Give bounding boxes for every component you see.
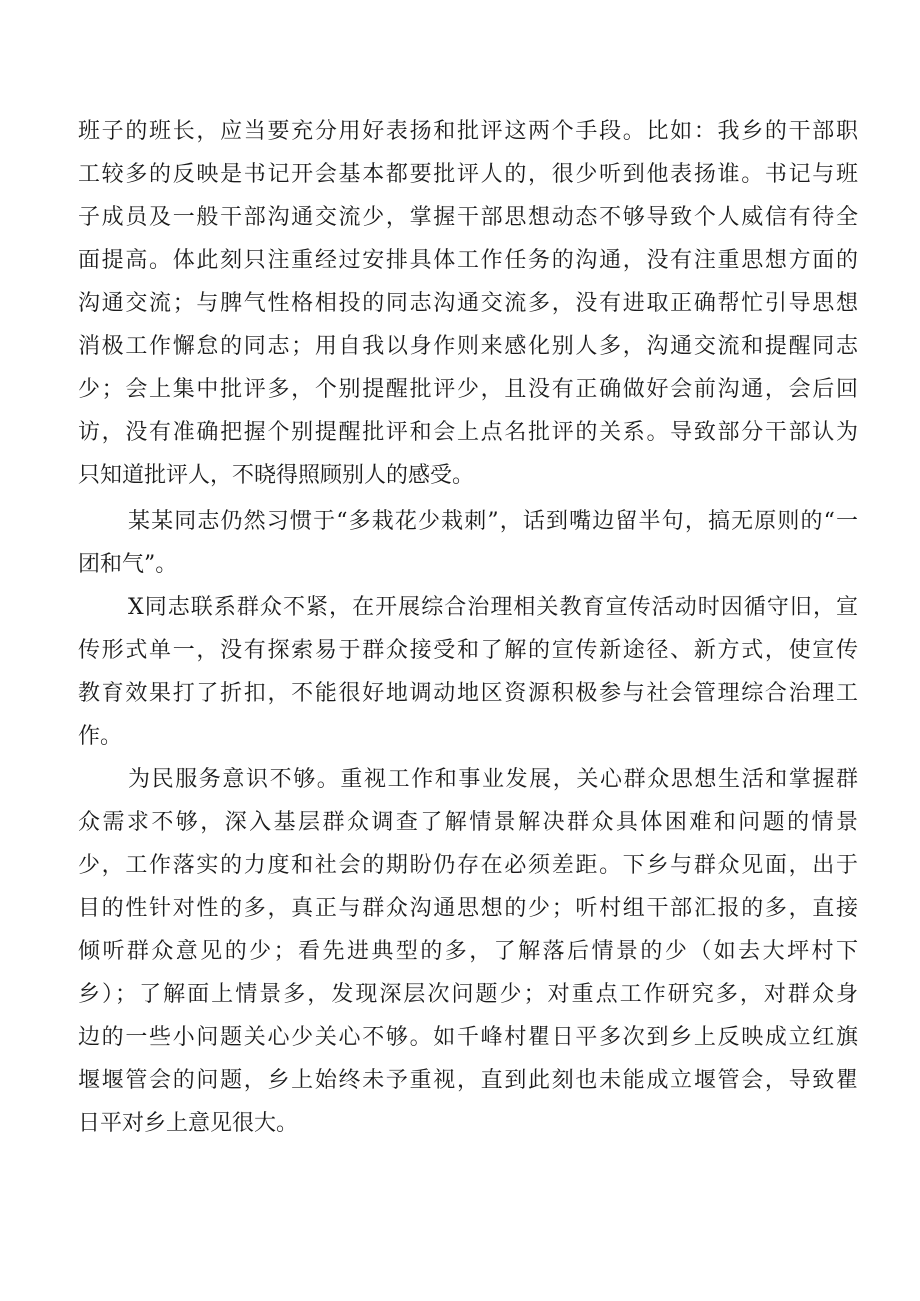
paragraph-4-line-3: 少，工作落实的力度和社会的期盼仍存在必须差距。下乡与群众见面，出于 [78,853,858,878]
paragraph-4-line-5: 倾听群众意见的少；看先进典型的多，了解落后情景的少（如去大坪村下 [78,939,858,964]
paragraph-1-line-3: 子成员及一般干部沟通交流少，掌握干部思想动态不够导致个人威信有待全 [78,205,858,230]
paragraph-1-line-9: 只知道批评人，不晓得照顾别人的感受。 [78,463,475,488]
paragraph-4-line-4: 目的性针对性的多，真正与群众沟通思想的少；听村组干部汇报的多，直接 [78,896,858,921]
paragraph-3-line-1: X同志联系群众不紧，在开展综合治理相关教育宣传活动时因循守旧，宣 [128,595,858,620]
paragraph-2-line-1: 某某同志仍然习惯于“多栽花少栽刺”，话到嘴边留半句，搞无原则的“一 [128,509,858,534]
paragraph-1-line-4: 面提高。体此刻只注重经过安排具体工作任务的沟通，没有注重思想方面的 [78,248,858,273]
paragraph-4-line-6: 乡）；了解面上情景多，发现深层次问题少；对重点工作研究多，对群众身 [78,982,858,1007]
paragraph-2-line-2: 团和气”。 [78,552,178,577]
paragraph-1-line-2: 工较多的反映是书记开会基本都要批评人的，很少听到他表扬谁。书记与班 [78,162,858,187]
paragraph-4-line-2: 众需求不够，深入基层群众调查了解情景解决群众具体困难和问题的情景 [78,810,858,835]
paragraph-1-line-5: 沟通交流；与脾气性格相投的同志沟通交流多，没有进取正确帮忙引导思想 [78,291,858,316]
paragraph-4-line-9: 日平对乡上意见很大。 [78,1111,299,1136]
paragraph-1-line-6: 消极工作懈怠的同志；用自我以身作则来感化别人多，沟通交流和提醒同志 [78,334,858,359]
paragraph-3-line-4: 作。 [78,724,123,749]
paragraph-1-line-8: 访，没有准确把握个别提醒批评和会上点名批评的关系。导致部分干部认为 [78,420,858,445]
paragraph-3-line-3: 教育效果打了折扣，不能很好地调动地区资源积极参与社会管理综合治理工 [78,681,858,706]
paragraph-1-line-1: 班子的班长，应当要充分用好表扬和批评这两个手段。比如：我乡的干部职 [78,119,858,144]
paragraph-3-line-2: 传形式单一，没有探索易于群众接受和了解的宣传新途径、新方式，使宣传 [78,638,858,663]
paragraph-4-line-1: 为民服务意识不够。重视工作和事业发展，关心群众思想生活和掌握群 [128,767,858,792]
paragraph-4-line-7: 边的一些小问题关心少关心不够。如千峰村瞿日平多次到乡上反映成立红旗 [78,1025,858,1050]
paragraph-1-line-7: 少；会上集中批评多，个别提醒批评少，且没有正确做好会前沟通，会后回 [78,377,858,402]
paragraph-4-line-8: 堰堰管会的问题，乡上始终未予重视，直到此刻也未能成立堰管会，导致瞿 [78,1068,858,1093]
